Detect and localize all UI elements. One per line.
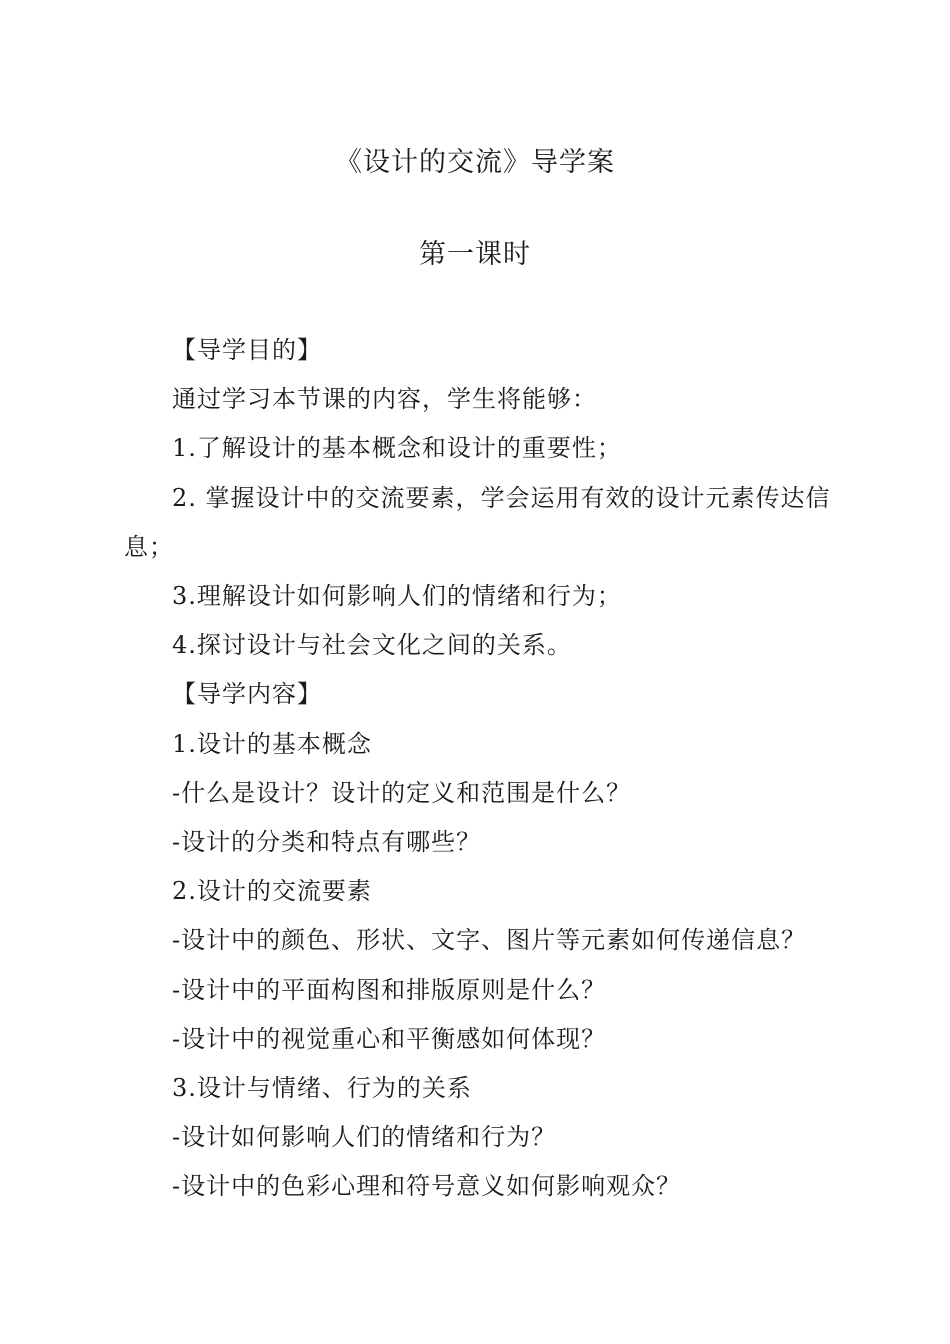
section-heading-objectives: 【导学目的】 [172,336,322,364]
content-topic: 1.设计的基本概念 [172,729,372,758]
content-question: -什么是设计？设计的定义和范围是什么？ [172,778,632,807]
content-question: -设计中的平面构图和排版原则是什么？ [172,975,607,1004]
content-question: -设计中的视觉重心和平衡感如何体现？ [172,1024,607,1053]
objective-item: 3.理解设计如何影响人们的情绪和行为； [172,582,622,611]
content-question: -设计中的色彩心理和符号意义如何影响观众？ [172,1172,682,1201]
paragraph-intro: 通过学习本节课的内容，学生将能够： [172,385,597,414]
document-subtitle: 第一课时 [419,239,531,270]
content-question: -设计中的颜色、形状、文字、图片等元素如何传递信息？ [172,926,807,955]
content-question: -设计如何影响人们的情绪和行为？ [172,1123,557,1152]
objective-item: 4.探讨设计与社会文化之间的关系。 [172,631,572,660]
content-question: -设计的分类和特点有哪些？ [172,828,482,857]
objective-item: 2. 掌握设计中的交流要素，学会运用有效的设计元素传达信息； [124,483,831,561]
document-body [124,326,854,1212]
objective-item: 1.了解设计的基本概念和设计的重要性； [172,434,622,463]
content-topic: 3.设计与情绪、行为的关系 [172,1074,472,1103]
document-title: 《设计的交流》导学案 [335,147,615,178]
section-heading-content: 【导学内容】 [172,680,322,709]
content-topic: 2.设计的交流要素 [172,877,372,906]
